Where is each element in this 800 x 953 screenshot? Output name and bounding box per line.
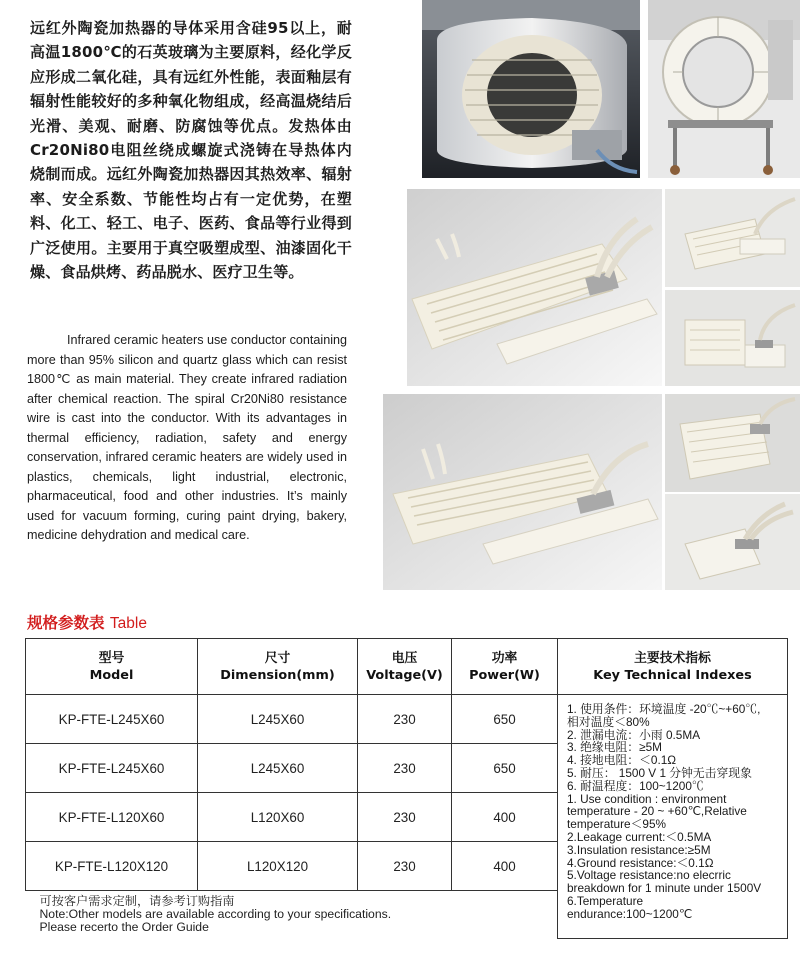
header-volt-zh: 电压 <box>391 650 418 666</box>
header-dimension <box>198 639 358 695</box>
description-chinese: 远红外陶瓷加热器的导体采用含硅95以上，耐高温1800℃的石英玻璃为主要原料，经化学反应形成二氧化硅，具有远红外性能，表面釉层有辐射性能较好的多种氧化物组成，经高温烧结后光滑、美观、耐磨、防腐蚀等优点。发热体由Cr20Ni80电阻丝绕成螺旋式浇铸在导热体内烧制而成。远红外陶瓷加热器因其热效率、辐射率、安全系数、节能性均占有一定优势，在塑料、化工、轻工、电子、医药、食品等行业得到广泛使用。主要用于真空吸塑成型、油漆固化干燥、食品烘烤、药品脱水、医疗卫生等。 <box>30 19 352 282</box>
photo-flat-heater-1 <box>407 189 662 386</box>
photo-heater-small-3 <box>665 394 800 492</box>
cell-key-indexes <box>558 695 788 939</box>
header-dim-zh: 尺寸 <box>264 650 291 666</box>
spec-table <box>25 638 788 939</box>
photo-heater-small-1 <box>665 189 800 287</box>
cell-voltage: 230 <box>358 793 452 842</box>
table-title-zh: 规格参数表 <box>27 614 105 632</box>
photo-flat-heater-2 <box>383 394 662 590</box>
photo-heater-small-4 <box>665 494 800 590</box>
note-en-2: Please recerto the Order Guide <box>39 920 209 934</box>
table-title <box>27 611 147 633</box>
key-indexes-text: 1. 使用条件：环境温度 -20℃~+60℃, 相对温度＜80% 2. 泄漏电流：小雨 0.5MA 3. 绝缘电阻：≥5M 4. 接地电阻：＜0.1Ω 5. 耐压： 1500 V 1 分钟无击穿现象 6. 耐温程度：100~1200℃ 1. Use condition : environment temperature - 20 ~ +60℃,Relative temperature＜95% 2.Leakage current:＜0.5MA 3.Insulation resistance:≥5M 4.Ground resistance:＜0.1Ω 5.Voltage resistance:no elecrric breakdown for 1 minute under 1500V 6.Temperature endurance:100~1200℃ <box>567 702 762 921</box>
note-en-1: Note:Other models are available according to your specifications. <box>39 907 392 921</box>
table-header-row <box>26 639 788 695</box>
header-voltage <box>358 639 452 695</box>
cell-power: 400 <box>452 842 558 891</box>
header-key-zh: 主要技术指标 <box>634 650 711 666</box>
header-power-zh: 功率 <box>491 650 518 666</box>
cell-power: 650 <box>452 744 558 793</box>
photo-ring-heater <box>648 0 800 178</box>
header-model <box>26 639 198 695</box>
cell-model: KP-FTE-L245X60 <box>26 695 198 744</box>
header-key-indexes <box>558 639 788 695</box>
note-zh: 可按客户需求定制，请参考订购指南 <box>39 894 235 908</box>
header-model-zh: 型号 <box>98 650 125 666</box>
table-title-en: Table <box>109 615 147 632</box>
header-power <box>452 639 558 695</box>
header-power-en: Power(W) <box>469 667 540 683</box>
header-dim-en: Dimension(mm) <box>220 667 335 683</box>
cell-dimension: L120X60 <box>198 793 358 842</box>
cell-dimension: L245X60 <box>198 695 358 744</box>
header-key-en: Key Technical Indexes <box>593 667 752 683</box>
cell-power: 400 <box>452 793 558 842</box>
description-english <box>27 331 347 546</box>
cell-dimension: L245X60 <box>198 744 358 793</box>
table-note <box>26 891 558 939</box>
cell-model: KP-FTE-L120X120 <box>26 842 198 891</box>
table-row <box>26 695 788 744</box>
photo-heater-small-2 <box>665 290 800 386</box>
cell-model: KP-FTE-L245X60 <box>26 744 198 793</box>
cell-voltage: 230 <box>358 842 452 891</box>
cell-dimension: L120X120 <box>198 842 358 891</box>
cell-voltage: 230 <box>358 695 452 744</box>
cell-model: KP-FTE-L120X60 <box>26 793 198 842</box>
photo-cylindrical-heater <box>422 0 640 178</box>
cell-voltage: 230 <box>358 744 452 793</box>
header-volt-en: Voltage(V) <box>366 667 443 683</box>
description-english-text: Infrared ceramic heaters use conductor containing more than 95% silicon and quartz glass which can resist 1800℃ as main material. They create infrared radiation after chemical reaction. The spiral Cr20Ni80 resistance wire is cast into the conductor. With its advantages in thermal efficiency, radiation, safety and energy conservation, infrared ceramic heaters are widely used in plastics, chemicals, light industrial, electronic, pharmaceutical, food and other industries. It’s mainly used for vacuum forming, curing paint drying, bakery, medicine dehydration and medical care. <box>27 333 348 542</box>
header-model-en: Model <box>89 667 134 683</box>
cell-power: 650 <box>452 695 558 744</box>
